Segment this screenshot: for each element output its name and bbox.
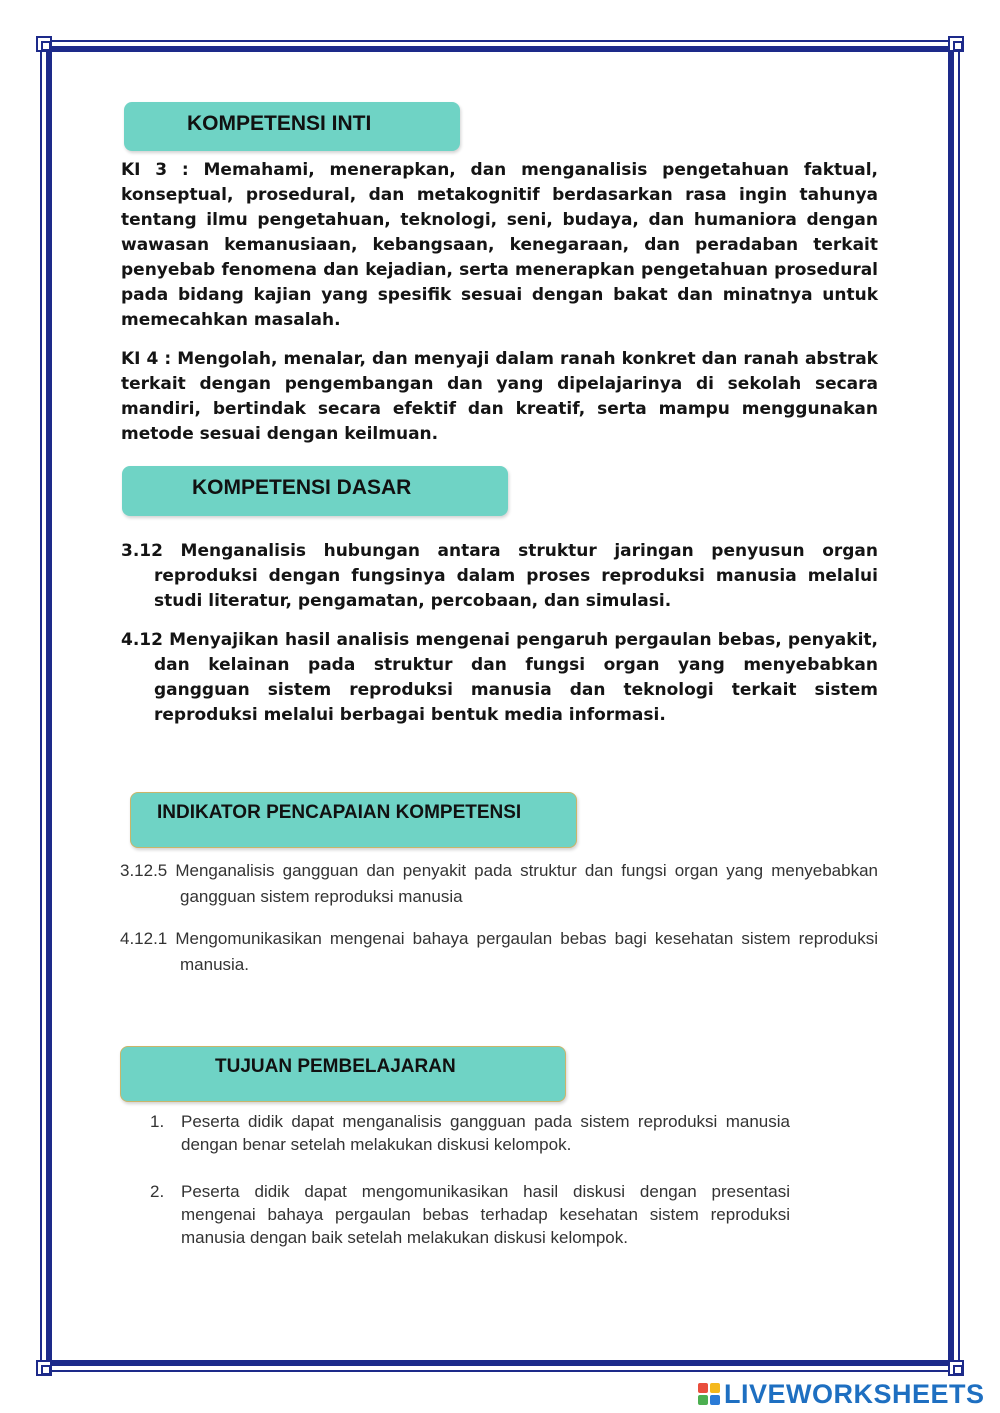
- corner-ornament: [948, 1360, 964, 1376]
- liveworksheets-logo-icon: [698, 1383, 720, 1405]
- indikator-item: 3.12.5 Menganalisis gangguan dan penyakit pada struktur dan fungsi organ yang menyebabkan gangguan sistem reproduksi manusia: [120, 861, 878, 906]
- kompetensi-dasar-item: 3.12 Menganalisis hubungan antara struktur jaringan penyusun organ reproduksi dengan fungsinya dalam proses reproduksi manusia melalui studi literatur, pengamatan, percobaan, dan simulasi.: [121, 541, 878, 611]
- ki3-paragraph: KI 3 : Memahami, menerapkan, dan menganalisis pengetahuan faktual, konseptual, prosedural, dan metakognitif berdasarkan rasa ingin tahunya tentang ilmu pengetahuan, teknologi, seni, budaya, dan humaniora dengan wawasan kemanusiaan, kebangsaan, kenegaraan, dan peradaban terkait penyebab fenomena dan kejadian, serta menerapkan pengetahuan prosedural pada bidang kajian yang spesifik sesuai dengan bakat dan minatnya untuk memecahkan masalah.: [121, 160, 878, 330]
- tujuan-item: [150, 1180, 790, 1249]
- liveworksheets-wordmark: LIVEWORKSHEETS: [724, 1378, 985, 1409]
- tujuan-heading: TUJUAN PEMBELAJARAN: [120, 1046, 566, 1102]
- kompetensi-dasar-heading: KOMPETENSI DASAR: [122, 466, 508, 516]
- kompetensi-dasar-item: 4.12 Menyajikan hasil analisis mengenai pengaruh pergaulan bebas, penyakit, dan kelainan pada struktur dan fungsi organ yang menyebabkan gangguan sistem reproduksi manusia dan teknologi terkait sistem reproduksi melalui berbagai bentuk media informasi.: [121, 630, 878, 725]
- corner-ornament: [36, 1360, 52, 1376]
- tujuan-item-text: Peserta didik dapat mengomunikasikan hasil diskusi dengan presentasi mengenai bahaya pergaulan bebas terhadap kesehatan sistem reproduksi manusia dengan baik setelah melakukan diskusi kelompok.: [181, 1182, 790, 1247]
- tujuan-item-number: 1.: [150, 1112, 165, 1131]
- indikator-heading: INDIKATOR PENCAPAIAN KOMPETENSI: [130, 792, 577, 848]
- tujuan-item: [150, 1110, 790, 1156]
- indikator-item: 4.12.1 Mengomunikasikan mengenai bahaya pergaulan bebas bagi kesehatan sistem reproduksi manusia.: [120, 929, 878, 974]
- corner-ornament: [36, 36, 52, 52]
- tujuan-item-text: Peserta didik dapat menganalisis gangguan pada sistem reproduksi manusia dengan benar setelah melakukan diskusi kelompok.: [181, 1112, 790, 1154]
- liveworksheets-watermark: [698, 1377, 998, 1411]
- kompetensi-inti-heading: KOMPETENSI INTI: [124, 102, 460, 151]
- corner-ornament: [948, 36, 964, 52]
- ki4-paragraph: KI 4 : Mengolah, menalar, dan menyaji dalam ranah konkret dan ranah abstrak terkait dengan pengembangan dan yang dipelajarinya di sekolah secara mandiri, bertindak secara efektif dan kreatif, serta mampu menggunakan metode sesuai dengan keilmuan.: [121, 349, 878, 444]
- tujuan-item-number: 2.: [150, 1182, 165, 1201]
